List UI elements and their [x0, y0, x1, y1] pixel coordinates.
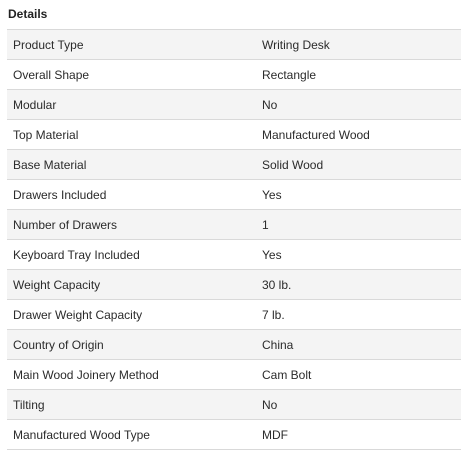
table-row — [7, 330, 461, 360]
row-label: Country of Origin — [13, 337, 104, 352]
row-value: Solid Wood — [262, 157, 324, 172]
table-row — [7, 270, 461, 300]
table-row — [7, 420, 461, 450]
row-value: Yes — [262, 187, 282, 202]
row-label: Weight Capacity — [13, 277, 101, 292]
table-row — [7, 120, 461, 150]
section-title: Details — [8, 7, 48, 21]
row-label: Base Material — [13, 157, 87, 172]
row-label: Number of Drawers — [13, 217, 118, 232]
table-row — [7, 210, 461, 240]
table-row — [7, 180, 461, 210]
table-row — [7, 30, 461, 60]
details-table — [7, 29, 461, 450]
row-label: Main Wood Joinery Method — [13, 367, 159, 382]
row-value: MDF — [262, 427, 288, 442]
row-value: Manufactured Wood — [262, 127, 370, 142]
row-label: Keyboard Tray Included — [13, 247, 140, 262]
row-value: Cam Bolt — [262, 367, 312, 382]
row-value: Yes — [262, 247, 282, 262]
row-value: 30 lb. — [262, 277, 292, 292]
row-label: Tilting — [13, 397, 45, 412]
row-label: Drawers Included — [13, 187, 107, 202]
table-row — [7, 90, 461, 120]
table-row — [7, 150, 461, 180]
table-row — [7, 60, 461, 90]
row-value: No — [262, 397, 278, 412]
row-label: Modular — [13, 97, 57, 112]
table-row — [7, 360, 461, 390]
table-row — [7, 300, 461, 330]
row-label: Manufactured Wood Type — [13, 427, 150, 442]
row-value: 7 lb. — [262, 307, 285, 322]
row-value: No — [262, 97, 278, 112]
row-value: China — [262, 337, 294, 352]
row-label: Overall Shape — [13, 67, 90, 82]
table-row — [7, 240, 461, 270]
row-label: Drawer Weight Capacity — [13, 307, 143, 322]
row-label: Product Type — [13, 37, 84, 52]
row-value: Rectangle — [262, 67, 317, 82]
row-value: Writing Desk — [262, 37, 330, 52]
row-value: 1 — [262, 217, 269, 232]
row-label: Top Material — [13, 127, 79, 142]
table-row — [7, 390, 461, 420]
